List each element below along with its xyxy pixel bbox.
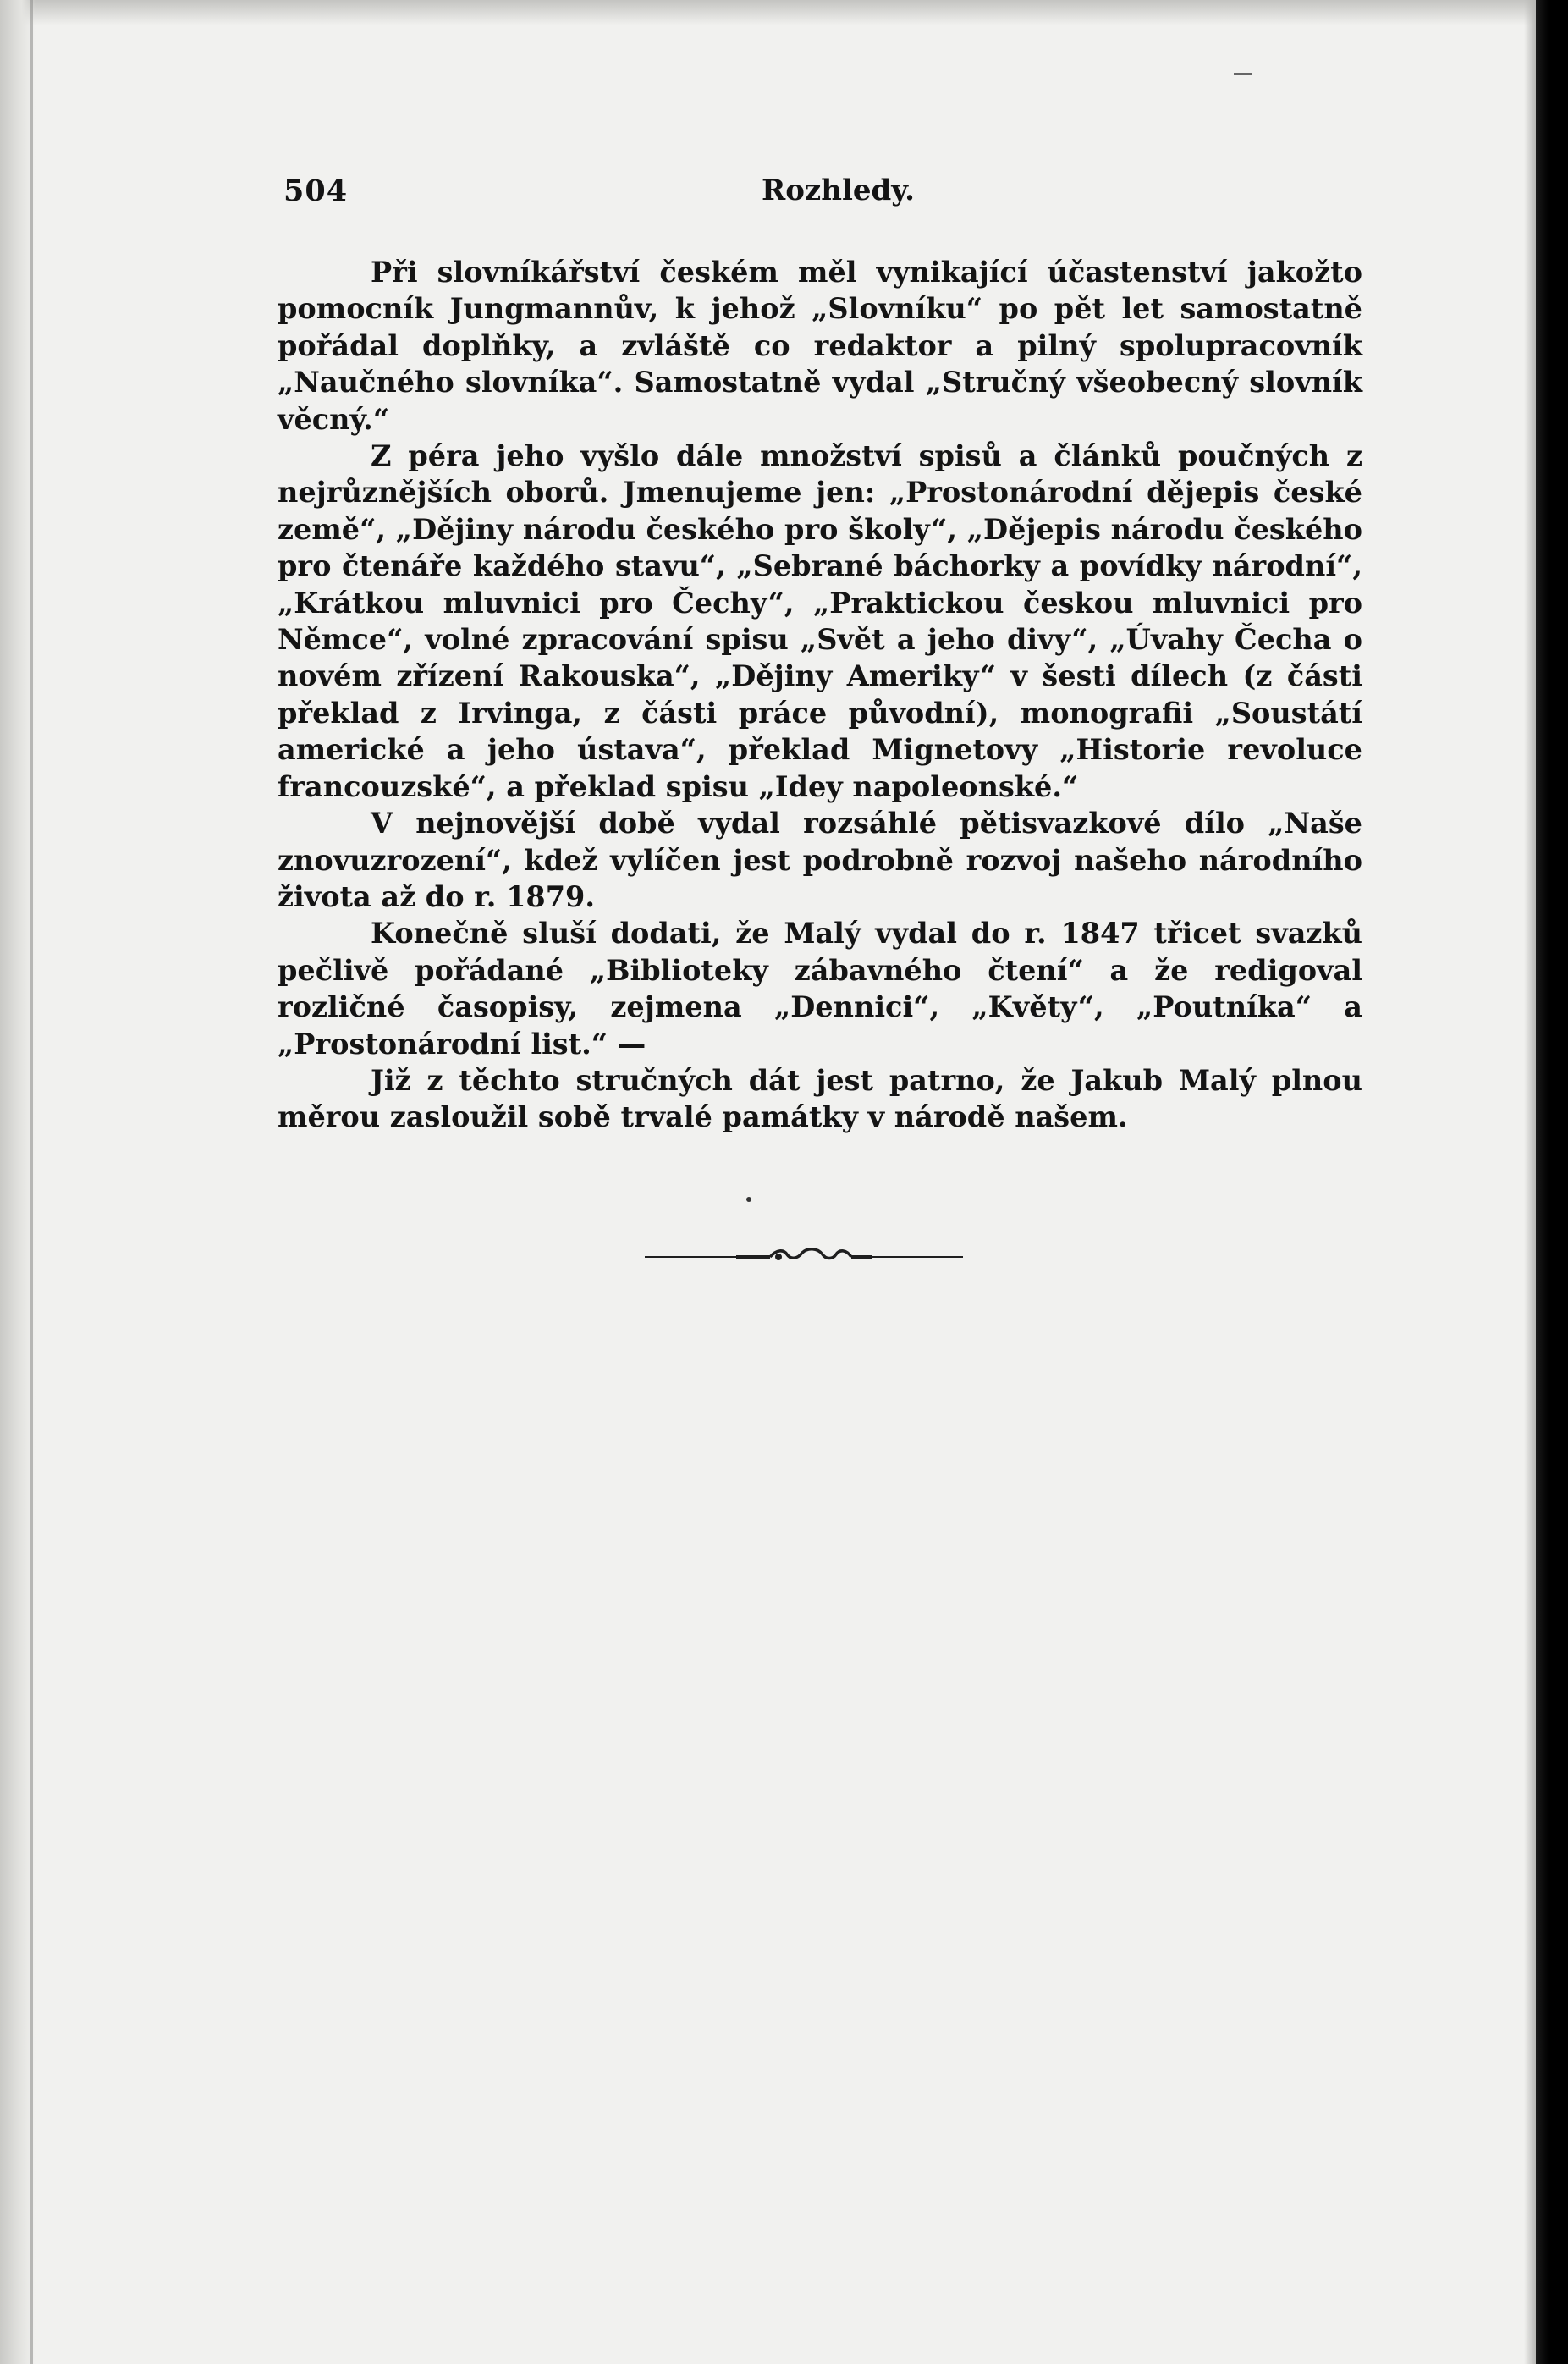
scan-shadow-top [0,0,1568,25]
running-head: Rozhledy. [762,174,915,207]
paragraph-editorial-work: Konečně sluší dodati, že Malý vydal do r. 1847 třicet svazků pečlivě pořádané „Biblioteky zábavného čtení“ a že redigoval rozličné časopisy, zejmena „Dennici“, „Květy“, „Poutníka“ a „Prostonárodní list.“ — [278,917,1362,1061]
article-body [278,254,1362,1136]
scan-margin-line [30,0,33,2364]
paragraph-dictionary-work: Při slovníkářství českém měl vynikající účastenství jakožto pomocník Jungmannův, k jehož „Slovníku“ po pět let samostatně pořádal doplňky, a zvláště co redaktor a pilný spolupracovník „Naučného slovníka“. Samostatně vydal „Stručný všeobecný slovník věcný.“ [278,256,1362,436]
scan-speck [1234,73,1252,75]
paragraph-recent-work: V nejnovější době vydal rozsáhlé pětisvazkové dílo „Naše znovuzrození“, kdež vylíčen jest podrobně rozvoj našeho národního života až do r. 1879. [278,807,1362,913]
scan-shadow-right [1524,0,1536,2364]
page-number: 504 [283,174,349,208]
paragraph-writings: Z péra jeho vyšlo dále množství spisů a článků poučných z nejrůznějších oborů. Jmenujeme jen: „Prostonárodní dějepis české země“, „Dějiny národu českého pro školy“, „Dějepis národu českého pro čtenáře každého stavu“, „Sebrané báchorky a povídky národní“, „Krátkou mluvnici pro Čechy“, „Praktickou českou mluvnici pro Němce“, volné zpracování spisu „Svět a jeho divy“, „Úvahy Čecha o novém zřízení Rakouska“, „Dějiny Ameriky“ v šesti dílech (z části překlad z Irvinga, z části práce původní), monografii „Soustátí americké a jeho ústava“, překlad Mignetovy „Historie revoluce francouzské“, a překlad spisu „Idey napoleonské.“ [278,439,1362,803]
tailpiece-flourish-icon [643,1244,965,1270]
page-header [283,174,1351,216]
paragraph-conclusion: Již z těchto stručných dát jest patrno, že Jakub Malý plnou měrou zasloužil sobě trvalé památky v národě našem. [278,1063,1362,1134]
scan-border-right [1536,0,1568,2364]
scan-speck-dot [746,1197,751,1202]
